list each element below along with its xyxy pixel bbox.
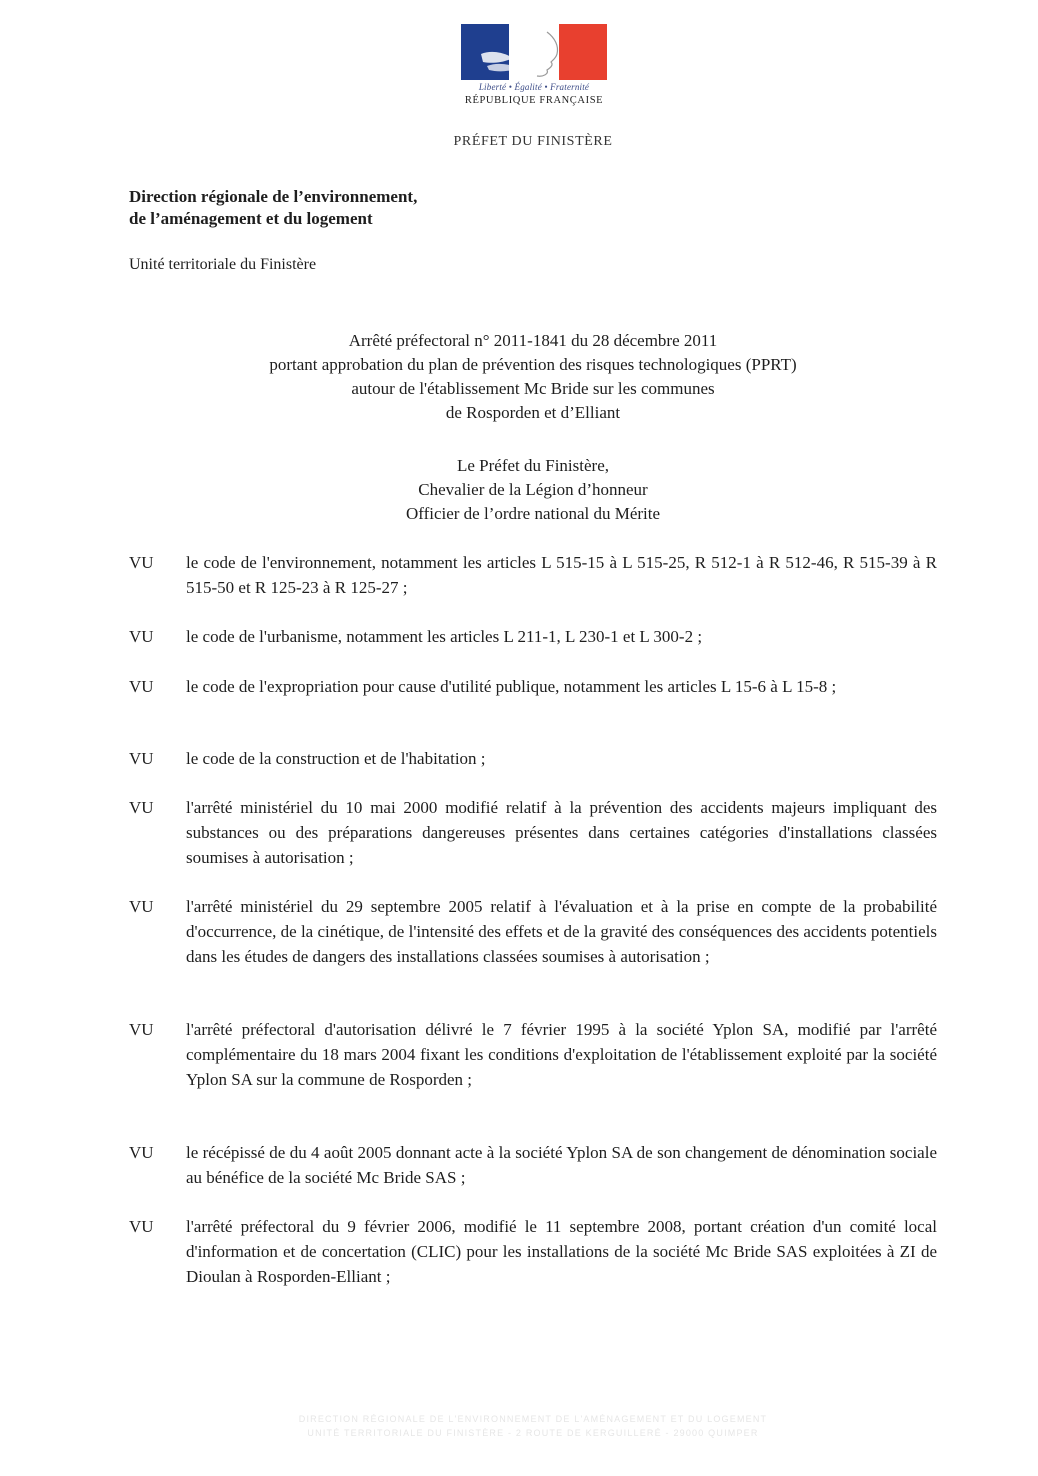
logo-republique: RÉPUBLIQUE FRANÇAISE <box>464 95 604 106</box>
visa-text: l'arrêté préfectoral du 9 février 2006, modifié le 11 septembre 2008, portant création d'un comité local d'information et de concertation (CLIC) pour les installations de la société Mc Bride SAS exploitées à ZI de Dioulan à Rosporden-Elliant ; <box>186 1217 937 1286</box>
visa-label: VU <box>129 1143 154 1162</box>
marianne-flag-icon <box>461 24 607 80</box>
arrete-line-2: portant approbation du plan de prévention des risques technologiques (PPRT) <box>269 355 797 374</box>
visa-label: VU <box>129 1217 154 1236</box>
prefet-titles <box>160 454 906 526</box>
visa-text: le code de la construction et de l'habitation ; <box>186 749 486 768</box>
visa-label: VU <box>129 677 154 696</box>
prefet-title-line-1: Le Préfet du Finistère, <box>456 456 609 475</box>
visa-item <box>129 746 937 771</box>
visa-item <box>129 550 937 600</box>
direction-line-2: de l’aménagement et du logement <box>129 209 373 228</box>
visa-label: VU <box>129 627 154 646</box>
visa-item <box>129 624 937 649</box>
prefet-title-line-3: Officier de l’ordre national du Mérite <box>405 504 661 523</box>
logo-motto: Liberté • Égalité • Fraternité <box>478 82 590 92</box>
unite-territoriale: Unité territoriale du Finistère <box>129 256 317 273</box>
prefet-title-line-2: Chevalier de la Légion d’honneur <box>418 480 648 499</box>
arrete-line-1: Arrêté préfectoral n° 2011-1841 du 28 décembre 2011 <box>348 331 718 350</box>
visa-label: VU <box>129 749 154 768</box>
visa-item <box>129 795 937 870</box>
arrete-line-3: autour de l'établissement Mc Bride sur les communes <box>351 379 715 398</box>
visa-label: VU <box>129 798 154 817</box>
visa-text: le code de l'expropriation pour cause d'utilité publique, notamment les articles L 15-6 à L 15-8 ; <box>186 677 837 696</box>
direction-title <box>129 186 417 230</box>
prefet-header: PRÉFET DU FINISTÈRE <box>453 134 613 149</box>
visa-label: VU <box>129 897 154 916</box>
visa-label: VU <box>129 553 154 572</box>
visa-item <box>129 674 937 699</box>
direction-line-1: Direction régionale de l’environnement, <box>129 187 418 206</box>
visa-text: l'arrêté ministériel du 29 septembre 2005 relatif à l'évaluation et à la prise en compte de la probabilité d'occurrence, de la cinétique, de l'intensité des effets et de la gravité des conséquences des accidents potentiels dans les études de dangers des installations classées soumises à autorisation ; <box>186 897 937 966</box>
visa-text: le code de l'environnement, notamment les articles L 515-15 à L 515-25, R 512-1 à R 512-46, R 515-39 à R 515-50 et R 125-23 à R 125-27 ; <box>186 553 937 597</box>
visa-label: VU <box>129 1020 154 1039</box>
visa-text: le code de l'urbanisme, notamment les articles L 211-1, L 230-1 et L 300-2 ; <box>186 627 703 646</box>
visa-item <box>129 1017 937 1092</box>
visa-item <box>129 894 937 969</box>
visa-text: le récépissé de du 4 août 2005 donnant acte à la société Yplon SA de son changement de dénomination sociale au bénéfice de la société Mc Bride SAS ; <box>186 1143 937 1187</box>
arrete-title <box>160 329 906 425</box>
visa-item <box>129 1140 937 1190</box>
footer-line-2: UNITÉ TERRITORIALE DU FINISTÈRE - 2 ROUTE DE KERGUILLERÉ - 29000 QUIMPER <box>307 1428 759 1438</box>
marianne-logo <box>459 24 609 106</box>
visa-text: l'arrêté préfectoral d'autorisation délivré le 7 février 1995 à la société Yplon SA, modifié par l'arrêté complémentaire du 18 mars 2004 fixant les conditions d'exploitation de l'établissement exploité par la société Yplon SA sur la commune de Rosporden ; <box>186 1020 937 1089</box>
footer-line-1: DIRECTION RÉGIONALE DE L'ENVIRONNEMENT DE L'AMÉNAGEMENT ET DU LOGEMENT <box>298 1414 768 1424</box>
arrete-line-4: de Rosporden et d’Elliant <box>445 403 621 422</box>
visa-item <box>129 1214 937 1289</box>
visa-text: l'arrêté ministériel du 10 mai 2000 modifié relatif à la prévention des accidents majeurs impliquant des substances ou des préparations dangereuses présentes dans certaines catégories d'installations classées soumises à autorisation ; <box>186 798 937 867</box>
